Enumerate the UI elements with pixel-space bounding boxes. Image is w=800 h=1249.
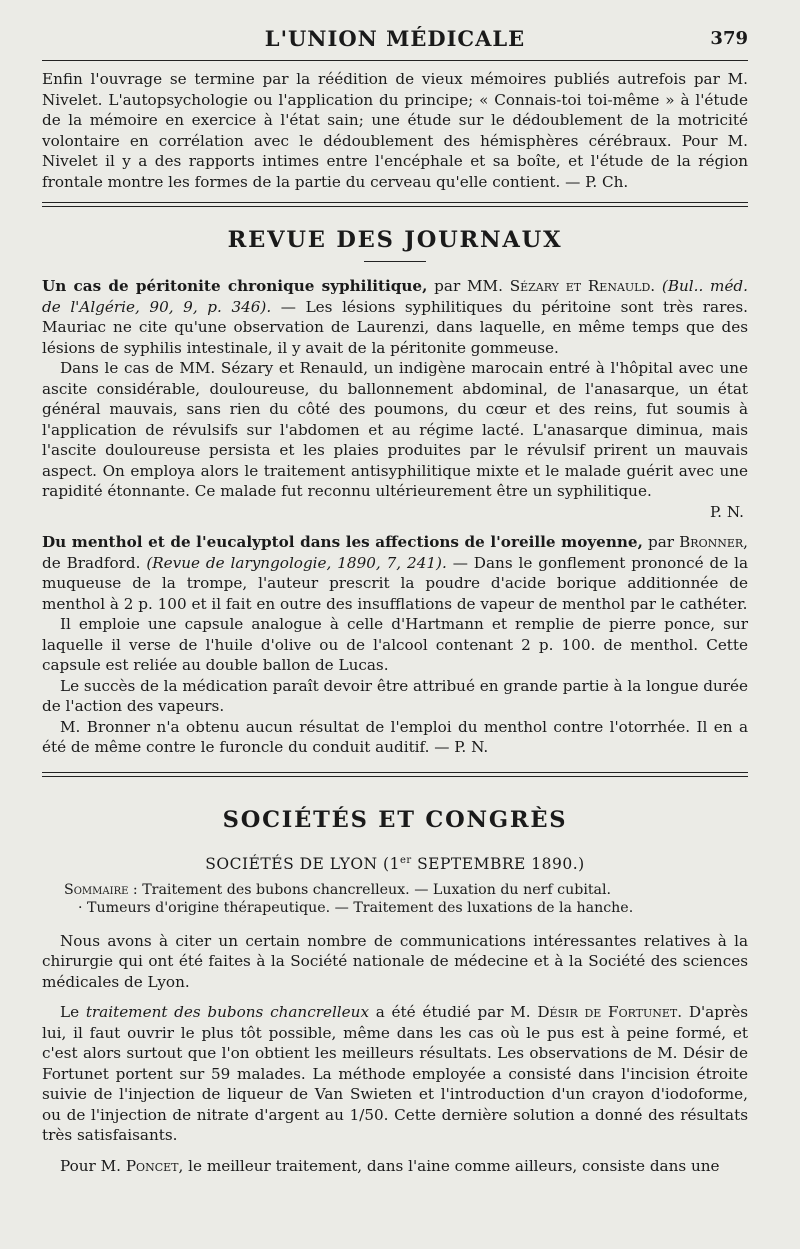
sommaire: Sommaire : Traitement des bubons chancrelleux. — Luxation du nerf cubital. · Tumeurs d'origine thérapeutique. — Traitement des luxations de la hanche.: [64, 881, 634, 916]
article1-citation: (Bul.. méd. de l'Algérie, 90, 9, p. 346).: [42, 277, 748, 316]
article2-paragraph-4: M. Bronner n'a obtenu aucun résultat de l'emploi du menthol contre l'otorrhée. Il en a été de même contre le furoncle du conduit auditif. — P. N.: [42, 717, 748, 756]
article1-signature: P. N.: [710, 502, 744, 521]
article2-author: Bronner: [679, 533, 744, 551]
societes-subheading: SOCIÉTÉS DE LYON (1er SEPTEMBRE 1890.): [205, 854, 585, 873]
header-rule: [42, 60, 748, 61]
section-title-revue: REVUE DES JOURNAUX: [227, 227, 563, 253]
section-title-societes: SOCIÉTÉS ET CONGRÈS: [222, 806, 568, 833]
journal-title: L'UNION MÉDICALE: [264, 26, 526, 51]
intro-paragraph: Enfin l'ouvrage se termine par la réédition de vieux mémoires publiés autrefois par M. Nivelet. L'autopsychologie ou l'application du principe; « Connais-toi toi-même » à l'étude de la mémoire en exercice à l'état sain; une étude sur le dédoublement de la motricité volontaire en corrélation avec le dédoublement des hémisphères cérébraux. Pour M. Nivelet il y a des rapports intimes entre l'encéphale et sa boîte, et l'étude de la région frontale montre les formes de la partie du cerveau qu'elle contient. — P. Ch.: [42, 70, 748, 191]
societes-paragraph-2: Le traitement des bubons chancrelleux a été étudié par M. Désir de Fortunet. D'après lui, il faut ouvrir le plus tôt possible, même dans les cas où le pus est à peine formé, et c'est alors surtout que l'on obtient les meilleurs résultats. Les observations de M. Désir de Fortunet portent sur 59 malades. La méthode employée a consisté dans l'incision étroite suivie de l'injection de liqueur de Van Swieten et l'introduction d'un crayon d'iodoforme, ou de l'injection de nitrate d'argent au 1/50. Cette dernière solution a donné des résultats très satisfaisants.: [42, 1003, 749, 1145]
article1-body: Dans le cas de MM. Sézary et Renauld, un indigène marocain entré à l'hôpital avec une ascite considérable, douloureuse, du ballonnement abdominal, de l'anasarque, un état général mauvais, sans rien du côté des poumons, du cœur et des reins, fut soumis à l'application de révulsifs sur l'abdomen et au régime lacté. L'anasarque diminua, mais l'ascite douloureuse persista et les plaies produites par le révulsif prirent un mauvais aspect. On employa alors le traitement antisyphilitique mixte et le malade guérit avec une rapidité étonnante. Ce malade fut reconnu ultérieurement être un syphilitique.: [42, 359, 748, 500]
page-number: 379: [710, 28, 748, 49]
section-divider: [42, 202, 748, 207]
article2-lead: Du menthol et de l'eucalyptol dans les affections de l'oreille moyenne, par Bronner, de Bradford. (Revue de laryngologie, 1890, 7, 241). — Dans le gonflement prononcé de la muqueuse de la trompe, l'auteur prescrit la poudre d'acide borique additionnée de menthol à 2 p. 100 et il fait en outre des insufflations de vapeur de menthol par le cathéter.: [42, 533, 749, 613]
article2-title: Du menthol et de l'eucalyptol dans les affections de l'oreille moyenne,: [42, 533, 643, 551]
article2-paragraph-3: Le succès de la médication paraît devoir être attribué en grande partie à la longue durée de l'action des vapeurs.: [42, 676, 748, 715]
article2-paragraph-2: Il emploie une capsule analogue à celle d'Hartmann et remplie de pierre ponce, sur laquelle il verse de l'huile d'olive ou de l'alcool contenant 2 p. 100. de menthol. Cette capsule est reliée au double ballon de Lucas.: [42, 615, 748, 674]
article1-title: Un cas de péritonite chronique syphilitique,: [42, 277, 428, 295]
title-underline: [364, 261, 426, 262]
sommaire-label: Sommaire :: [64, 881, 138, 898]
section-divider: [42, 772, 748, 777]
societes-paragraph-1: Nous avons à citer un certain nombre de communications intéressantes relatives à la chirurgie qui ont été faites à la Société nationale de médecine et à la Société des sciences médicales de Lyon.: [42, 931, 748, 991]
article2-citation: (Revue de laryngologie, 1890, 7, 241).: [146, 553, 447, 572]
article1-authors: Sézary et Renauld.: [509, 277, 656, 295]
running-header: [42, 18, 748, 56]
article1-lead: Un cas de péritonite chronique syphilitique, par MM. Sézary et Renauld. (Bul.. méd. de l'Algérie, 90, 9, p. 346). — Les lésions syphilitiques du péritoine sont très rares. Mauriac ne cite qu'une observation de Laurenzi, dans laquelle, en même temps que des lésions de syphilis intestinale, il y avait de la péritonite gommeuse.: [42, 277, 748, 357]
societes-paragraph-3: Pour M. Poncet, le meilleur traitement, dans l'aine comme ailleurs, consiste dans une: [60, 1156, 720, 1175]
